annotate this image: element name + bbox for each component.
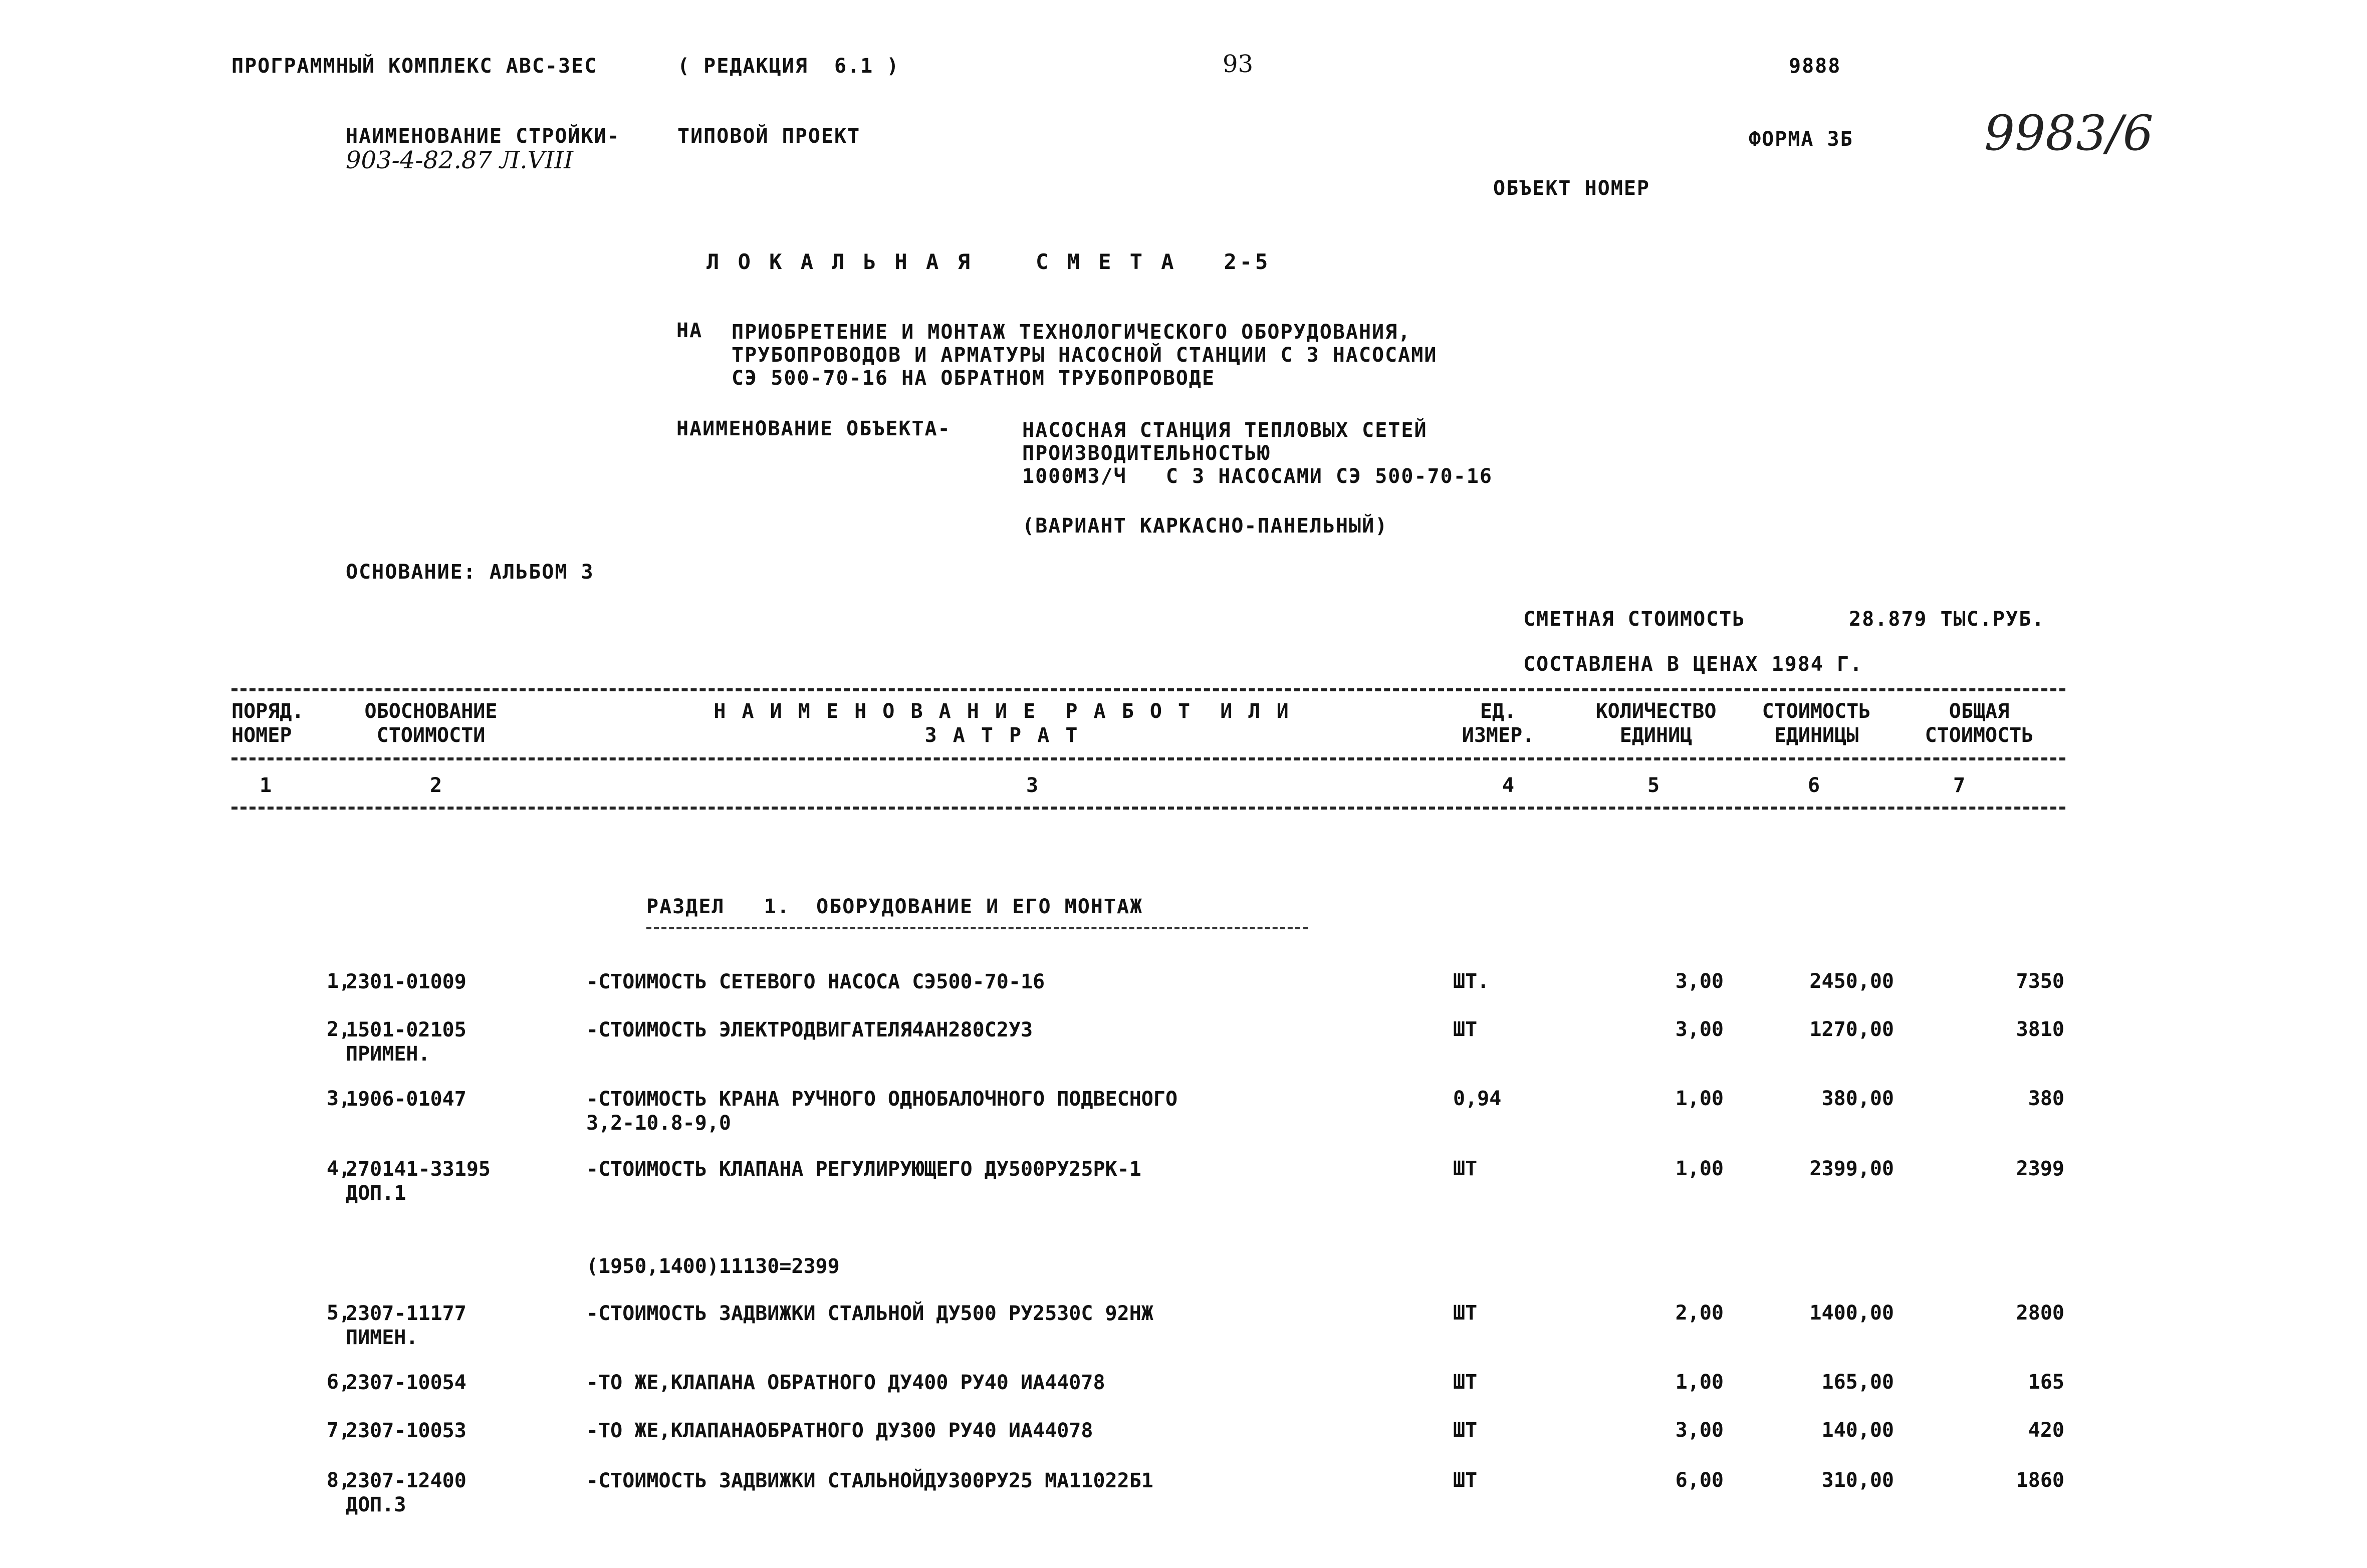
row-unit-price: 380,00 <box>1821 1087 1894 1110</box>
row-qty: 6,00 <box>1675 1469 1724 1492</box>
row-name: -СТОИМОСТЬ КРАНА РУЧНОГО ОДНОБАЛОЧНОГО ПОДВЕСНОГО 3,2-10.8-9,0 <box>586 1088 1178 1135</box>
row-unit-price: 310,00 <box>1821 1469 1894 1492</box>
row-qty: 1,00 <box>1675 1087 1724 1110</box>
row-code: 2307-12400 ДОП.3 <box>346 1469 466 1516</box>
column-header-name: Н А И М Е Н О В А Н И Е Р А Б О Т И Л И З А Т Р А Т <box>714 700 1291 747</box>
row-code: 2307-11177 ПИМЕН. <box>346 1302 466 1349</box>
row-total: 165 <box>2028 1371 2064 1394</box>
construction-label: НАИМЕНОВАНИЕ СТРОЙКИ- <box>346 125 620 148</box>
row-unit: ШТ <box>1453 1157 1478 1180</box>
estimate-cost-label: СМЕТНАЯ СТОИМОСТЬ <box>1523 608 1746 631</box>
row-name: -СТОИМОСТЬ ЗАДВИЖКИ СТАЛЬНОЙДУ300РУ25 МА11022Б1 <box>586 1469 1153 1492</box>
column-header-number: ПОРЯД. НОМЕР <box>231 700 304 747</box>
row-unit-price: 2450,00 <box>1809 970 1894 993</box>
row-number: 1, <box>326 970 351 993</box>
row-code: 2307-10054 <box>346 1371 466 1394</box>
column-header-qty: КОЛИЧЕСТВО ЕДИНИЦ <box>1595 700 1717 747</box>
prices-note: СОСТАВЛЕНА В ЦЕНАХ 1984 Г. <box>1523 653 1863 676</box>
section-title: РАЗДЕЛ 1. ОБОРУДОВАНИЕ И ЕГО МОНТАЖ <box>646 895 1143 918</box>
row-code: 2307-10053 <box>346 1419 466 1442</box>
row-number: 3, <box>326 1087 351 1110</box>
row-unit-price: 140,00 <box>1821 1419 1894 1442</box>
row-name: -СТОИМОСТЬ ЭЛЕКТРОДВИГАТЕЛЯ4АН280С2У3 <box>586 1018 1033 1041</box>
variant-note: (ВАРИАНТ КАРКАСНО-ПАНЕЛЬНЫЙ) <box>1022 514 1388 538</box>
row-qty: 2,00 <box>1675 1301 1724 1325</box>
row-total: 420 <box>2028 1419 2064 1442</box>
row-number: 2, <box>326 1018 351 1041</box>
row-number: 7, <box>326 1419 351 1442</box>
basis-note: ОСНОВАНИЕ: АЛЬБОМ 3 <box>346 561 594 584</box>
row-total: 380 <box>2028 1087 2064 1110</box>
construction-value: ТИПОВОЙ ПРОЕКТ <box>677 125 861 148</box>
program-name: ПРОГРАММНЫЙ КОМПЛЕКС АВС-ЗЕС <box>231 55 598 78</box>
column-header-unit-price: СТОИМОСТЬ ЕДИНИЦЫ <box>1762 700 1871 747</box>
column-number-7: 7 <box>1953 774 1966 797</box>
estimate-cost-value: 28.879 ТЫС.РУБ. <box>1849 608 2045 631</box>
estimate-title: Л О К А Л Ь Н А Я С М Е Т А 2-5 <box>706 249 1271 274</box>
row-unit: ШТ <box>1453 1018 1478 1041</box>
column-header-total: ОБЩАЯ СТОИМОСТЬ <box>1925 700 2034 747</box>
column-number-1: 1 <box>259 774 272 797</box>
row-qty: 3,00 <box>1675 970 1724 993</box>
row-number: 8, <box>326 1469 351 1492</box>
row-unit: ШТ <box>1453 1419 1478 1442</box>
row-total: 7350 <box>2016 970 2064 993</box>
row-unit-price: 165,00 <box>1821 1371 1894 1394</box>
row-total: 3810 <box>2016 1018 2064 1041</box>
row-number: 4, <box>326 1157 351 1180</box>
row-total: 2800 <box>2016 1301 2064 1325</box>
column-number-4: 4 <box>1502 774 1515 797</box>
purpose-prefix: НА <box>676 319 703 342</box>
row-unit: ШТ <box>1453 1371 1478 1394</box>
row-name: -СТОИМОСТЬ ЗАДВИЖКИ СТАЛЬНОЙ ДУ500 РУ2530С 92НЖ <box>586 1302 1153 1325</box>
purpose-text: ПРИОБРЕТЕНИЕ И МОНТАЖ ТЕХНОЛОГИЧЕСКОГО ОБОРУДОВАНИЯ, ТРУБОПРОВОДОВ И АРМАТУРЫ НАСОСНОЙ СТАНЦИИ С 3 НАСОСАМИ СЭ 500-70-16 НА ОБРАТНОМ ТРУБОПРОВОДЕ <box>732 321 1438 390</box>
row-unit-price: 1270,00 <box>1809 1018 1894 1041</box>
row-unit: ШТ <box>1453 1301 1478 1325</box>
header-top-rule <box>231 688 2065 691</box>
form-label: ФОРМА 3Б <box>1749 128 1853 151</box>
row-name: -СТОИМОСТЬ КЛАПАНА РЕГУЛИРУЮЩЕГО ДУ500РУ25РК-1 <box>586 1158 1141 1181</box>
row-qty: 3,00 <box>1675 1018 1724 1041</box>
header-bottom-rule <box>231 807 2065 810</box>
row-unit-price: 1400,00 <box>1809 1301 1894 1325</box>
object-value: НАСОСНАЯ СТАНЦИЯ ТЕПЛОВЫХ СЕТЕЙ ПРОИЗВОДИТЕЛЬНОСТЬЮ 1000М3/Ч С 3 НАСОСАМИ СЭ 500-70-16 <box>1022 419 1493 488</box>
row-name: -ТО ЖЕ,КЛАПАНА ОБРАТНОГО ДУ400 РУ40 ИА44078 <box>586 1371 1105 1394</box>
section-underline <box>646 927 1308 929</box>
doc-number: 9888 <box>1789 55 1841 78</box>
row-code: 2301-01009 <box>346 970 466 993</box>
row-code: 1501-02105 ПРИМЕН. <box>346 1018 466 1066</box>
row-qty: 3,00 <box>1675 1419 1724 1442</box>
page-number: 93 <box>1223 50 1254 78</box>
header-mid-rule <box>231 757 2065 760</box>
row-unit: ШТ. <box>1453 970 1490 993</box>
row-number: 6, <box>326 1371 351 1394</box>
row-total: 1860 <box>2016 1469 2064 1492</box>
row-qty: 1,00 <box>1675 1371 1724 1394</box>
row-code: 270141-33195 ДОП.1 <box>346 1158 491 1205</box>
object-label: НАИМЕНОВАНИЕ ОБЪЕКТА- <box>676 417 951 440</box>
row-qty: 1,00 <box>1675 1157 1724 1180</box>
handwritten-mark: 9983/6 <box>1984 105 2154 161</box>
row-name: -СТОИМОСТЬ СЕТЕВОГО НАСОСА СЭ500-70-16 <box>586 970 1045 993</box>
edition-label: ( РЕДАКЦИЯ 6.1 ) <box>677 55 900 78</box>
row-unit: 0,94 <box>1453 1087 1502 1110</box>
row-code: 1906-01047 <box>346 1088 466 1111</box>
row-calc-note: (1950,1400)11130=2399 <box>586 1255 840 1278</box>
column-number-5: 5 <box>1647 774 1660 797</box>
column-header-basis: ОБОСНОВАНИЕ СТОИМОСТИ <box>364 700 498 747</box>
row-number: 5, <box>326 1301 351 1325</box>
row-name: -ТО ЖЕ,КЛАПАНАОБРАТНОГО ДУ300 РУ40 ИА44078 <box>586 1419 1093 1442</box>
column-number-6: 6 <box>1807 774 1820 797</box>
object-number-label: ОБЪЕКТ НОМЕР <box>1493 177 1650 200</box>
column-number-2: 2 <box>429 774 442 797</box>
row-unit: ШТ <box>1453 1469 1478 1492</box>
project-code: 903-4-82.87 Л.VIII <box>346 146 574 174</box>
row-total: 2399 <box>2016 1157 2064 1180</box>
column-header-unit: ЕД. ИЗМЕР. <box>1462 700 1535 747</box>
row-unit-price: 2399,00 <box>1809 1157 1894 1180</box>
column-number-3: 3 <box>1026 774 1039 797</box>
